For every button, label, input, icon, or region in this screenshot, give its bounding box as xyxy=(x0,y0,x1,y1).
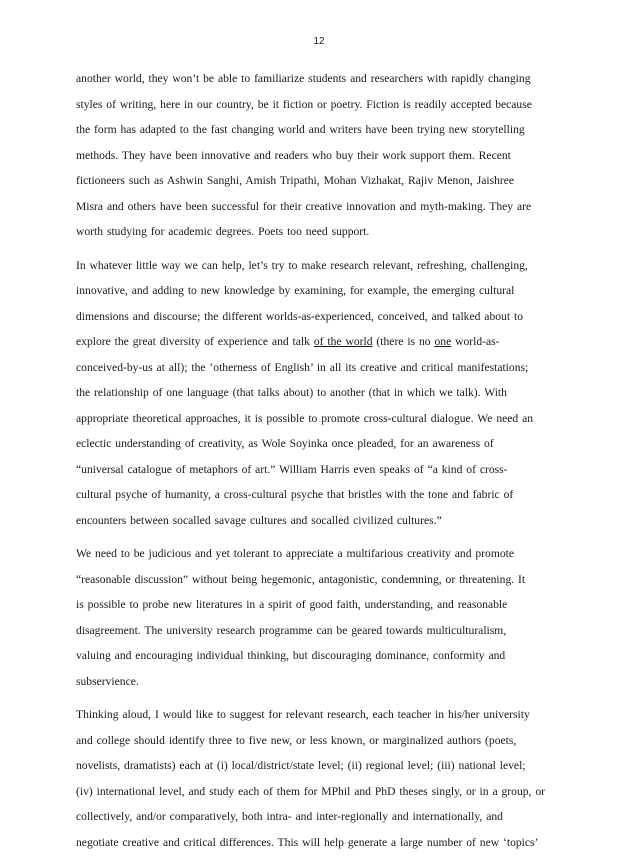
text-segment: explore the great diversity of experience and talk xyxy=(76,335,314,348)
text-line: collectively, and/or comparatively, both intra- and inter-regionally and internationally, and xyxy=(76,810,503,823)
text-line: Thinking aloud, I would like to suggest for relevant research, each teacher in his/her university xyxy=(76,708,530,721)
text-line: worth studying for academic degrees. Poets too need support. xyxy=(76,225,370,238)
text-line: is possible to probe new literatures in a spirit of good faith, understanding, and reasonable xyxy=(76,598,508,611)
text-segment: (there is no xyxy=(372,335,435,348)
text-line: negotiate creative and critical differences. This will help generate a large number of new ‘topics’ xyxy=(76,835,539,849)
text-line: another world, they won’t be able to familiarize students and researchers with rapidly changing xyxy=(76,72,531,85)
text-line: and college should identify three to five new, or less known, or marginalized authors (poets, xyxy=(76,733,517,747)
text-line: Misra and others have been successful for their creative innovation and myth-making. They are xyxy=(76,199,532,213)
text-line: styles of writing, here in our country, be it fiction or poetry. Fiction is readily accepted because xyxy=(76,97,532,111)
text-line: disagreement. The university research programme can be geared towards multiculturalism, xyxy=(76,623,507,637)
text-line: subservience. xyxy=(76,674,139,688)
text-line: encounters between socalled savage cultures and socalled civilized cultures.” xyxy=(76,513,442,527)
text-line: innovative, and adding to new knowledge by examining, for example, the emerging cultural xyxy=(76,284,515,297)
text-line: fictioneers such as Ashwin Sanghi, Amish Tripathi, Mohan Vizhakat, Rajiv Menon, Jaishree xyxy=(76,174,515,187)
text-line: the form has adapted to the fast changing world and writers have been trying new storytelling xyxy=(76,123,525,136)
paragraph-1 xyxy=(76,66,572,245)
text-line: eclectic understanding of creativity, as Wole Soyinka once pleaded, for an awareness of xyxy=(76,437,494,450)
text-line: In whatever little way we can help, let’s try to make research relevant, refreshing, challenging, xyxy=(76,258,528,272)
text-line: conceived-by-us at all); the ‘otherness of English’ in all its creative and critical manifestations; xyxy=(76,360,529,374)
text-line: methods. They have been innovative and readers who buy their work support them. Recent xyxy=(76,148,511,162)
text-line: “reasonable discussion” without being hegemonic, antagonistic, condemning, or threatening. It xyxy=(76,572,526,586)
page-number: 12 xyxy=(313,36,325,47)
text-line: appropriate theoretical approaches, it is possible to promote cross-cultural dialogue. We need an xyxy=(76,411,534,425)
text-line: novelists, dramatists) each at (i) local/district/state level; (ii) regional level; (iii) national level; xyxy=(76,759,526,772)
page-body xyxy=(76,66,572,863)
text-segment: world-as- xyxy=(451,335,500,348)
text-line: the relationship of one language (that talks about) to another (that in which we talk). With xyxy=(76,386,507,399)
text-line-with-underline xyxy=(76,329,572,355)
text-line: cultural psyche of humanity, a cross-cultural psyche that bristles with the tone and fabric of xyxy=(76,488,514,501)
text-line: valuing and encouraging individual thinking, but discouraging dominance, conformity and xyxy=(76,649,506,662)
text-line: (iv) international level, and study each of them for MPhil and PhD theses singly, or in a group, or xyxy=(76,784,545,798)
text-line: “universal catalogue of metaphors of art.” William Harris even speaks of “a kind of cross- xyxy=(76,462,508,476)
text-line: dimensions and discourse; the different worlds-as-experienced, conceived, and talked about to xyxy=(76,309,523,323)
paragraph-2 xyxy=(76,253,572,534)
underlined-word-one: one xyxy=(434,335,452,348)
paragraph-4 xyxy=(76,702,572,855)
text-line: We need to be judicious and yet tolerant to appreciate a multifarious creativity and promote xyxy=(76,547,515,560)
paragraph-3 xyxy=(76,541,572,694)
underlined-phrase-of-the-world: of the world xyxy=(313,335,373,348)
